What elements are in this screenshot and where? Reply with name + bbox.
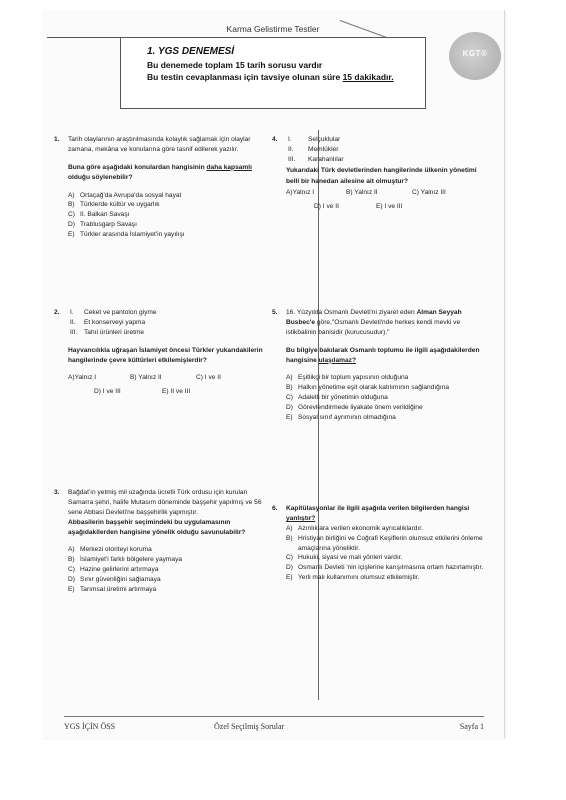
answer-option[interactable]: E) Sosyal sınıf ayrımının olmadığına xyxy=(286,414,396,422)
question-number: 3. xyxy=(54,489,60,496)
test-info-line1: Bu denemede toplam 15 tarih sorusu vardır xyxy=(147,60,323,70)
question-intro: 16. Yüzyılda Osmanlı Devleti'ni ziyaret eden Alman Seyyah Busbec'e göre,"Osmanlı Devleti'nde herkes kendi mevki ve istikbalinin banisidir (kurucusudur)." xyxy=(286,309,462,336)
question-number: 1. xyxy=(54,136,60,143)
question-number: 5. xyxy=(272,309,278,316)
roman-item: III. Tahıl ürünleri üretme xyxy=(70,328,145,336)
answer-option[interactable]: A)Yalnız I xyxy=(68,374,97,382)
question-number: 4. xyxy=(272,136,278,143)
test-info-box xyxy=(120,37,426,109)
roman-item: II. Memlükler xyxy=(288,145,339,153)
logo-text: KGT® xyxy=(462,49,488,58)
answer-option[interactable]: B) Yalnız II xyxy=(130,374,162,382)
test-title: 1. YGS DENEMESİ xyxy=(147,46,235,57)
answer-option[interactable]: D) Görevlendirmede liyakate önem verildiğine xyxy=(286,404,423,412)
answer-option[interactable]: B) Türklerde kültür ve uygarlık xyxy=(68,201,160,209)
answer-row xyxy=(286,188,486,198)
answer-option[interactable]: D) I ve III xyxy=(94,388,121,396)
answer-option[interactable]: C) Hazine gelirlerini artırmaya xyxy=(68,566,159,574)
footer-rule xyxy=(64,716,484,717)
roman-item: II. Et konserveyi yapma xyxy=(70,318,146,326)
answer-option[interactable]: A) Azınlıklara verilen ekonomik ayrıcalıklardır. xyxy=(286,524,423,532)
question-number: 6. xyxy=(272,505,278,512)
test-info-duration: 15 dakikadır. xyxy=(342,72,394,82)
question-intro: Tarih olaylarının araştırılmasında kolaylık sağlamak için olaylar zamana, mekâna ve konularına göre tasnif edilerek yazılır. xyxy=(68,136,251,153)
test-info-line2-text: Bu testin cevaplanması için tavsiye olunan süre xyxy=(147,72,343,82)
roman-item: I. Ceket ve pantolon giyme xyxy=(70,309,157,316)
answer-option[interactable]: C) Adaletli bir yönetimin olduğuna xyxy=(286,394,388,402)
answer-option[interactable]: A) Ortaçağ'da Avrupa'da sosyal hayat xyxy=(68,191,182,199)
answer-option[interactable]: D) I ve II xyxy=(314,202,339,210)
roman-item: I. Selçuklular xyxy=(288,136,341,143)
question-stem: Buna göre aşağıdaki konulardan hangisinin daha kapsamlı olduğu söylenebilir? xyxy=(68,163,252,181)
publisher-logo xyxy=(449,32,501,80)
answer-option[interactable]: C) I ve II xyxy=(196,374,221,382)
answer-option[interactable]: E) I ve III xyxy=(376,202,403,210)
question-stem: Hayvancılıkla uğraşan İslamiyet öncesi Türkler yukarıdakilerin hangilerinde çevre kültürleri etkilemişlerdir? xyxy=(68,346,263,364)
answer-option[interactable]: A) Eşitlikçi bir toplum yapısının olduğuna xyxy=(286,374,409,382)
question-stem: Yukarıdaki Türk devletlerinden hangilerinde ülkenin yönetimi belli bir hanedan ailesine ait olmuştur? xyxy=(286,166,477,186)
question-intro: Bağdat'ın yetmiş mil uzağında ücretli Türk ordusu için kurulan Samarra şehri, halife Mutasım döneminde başşehir yapılmış ve 56 sene Abbasi Devleti'ne başşehirlik yapmıştır. xyxy=(68,489,262,516)
question-4 xyxy=(272,135,486,212)
page-number: Sayfa 1 xyxy=(459,722,484,731)
answer-option[interactable]: E) II ve III xyxy=(162,388,191,396)
answer-option[interactable]: E) Tarımsal üretimi artırmaya xyxy=(68,586,157,594)
footer-left: YGS İÇİN ÖSS xyxy=(64,722,116,731)
answer-option[interactable]: C) II. Balkan Savaşı xyxy=(68,211,130,219)
question-3 xyxy=(54,488,268,595)
roman-item: III. Karahanlılar xyxy=(288,155,344,163)
answer-option[interactable]: B) İslamiyet'i farklı bölgelere yaymaya xyxy=(68,556,183,564)
answer-option[interactable]: A)Yalnız I xyxy=(286,188,315,196)
document-page xyxy=(42,10,505,738)
question-stem: Kapitülasyonlar ile ilgili aşağıda verilen bilgilerden hangisi yanlıştır? xyxy=(286,505,470,522)
question-6 xyxy=(272,504,486,583)
question-1 xyxy=(54,135,268,240)
answer-option[interactable]: B) Yalnız II xyxy=(346,188,378,196)
question-stem: Bu bilgiye bakılarak Osmanlı toplumu ile ilgili aşağıdakilerden hangisine ulaşılamaz? xyxy=(286,346,480,364)
answer-row xyxy=(68,373,268,383)
answer-option[interactable]: C) Yalnız III xyxy=(412,188,446,196)
answer-option[interactable]: B) Hristiyan birliğini ve Coğrafi Keşiflerin olumsuz etkilerini önleme amaçlarına yöneliktir. xyxy=(286,534,483,552)
question-stem: Abbasilerin başşehir seçimindeki bu uygulamasının aşağıdakilerden hangisine yönelik olduğu savunulabilir? xyxy=(68,518,246,536)
question-2 xyxy=(54,308,268,397)
answer-option[interactable]: A) Merkezi otoriteyi koruma xyxy=(68,546,152,554)
answer-option[interactable]: E) Türkler arasında İslamiyet'in yayılışı xyxy=(68,231,185,239)
footer-center: Özel Seçilmiş Sorular xyxy=(214,722,285,731)
header-title: Karma Gelistirme Testler xyxy=(226,24,320,34)
question-number: 2. xyxy=(54,309,60,316)
answer-option[interactable]: C) Hukuki, siyasi ve mali yönleri vardır. xyxy=(286,554,403,562)
answer-row xyxy=(68,387,268,397)
answer-option[interactable]: E) Yerli malı kullanımını olumsuz etkilemiştir. xyxy=(286,574,420,582)
answer-option[interactable]: D) Sınır güvenliğini sağlamaya xyxy=(68,576,161,584)
answer-row xyxy=(286,202,486,212)
answer-option[interactable]: D) Trablusgarp Savaşı xyxy=(68,221,137,229)
question-5 xyxy=(272,308,486,423)
answer-option[interactable]: D) Osmanlı Devleti 'nin içişlerine karışılmasına ortam hazırlamıştır. xyxy=(286,564,484,572)
answer-option[interactable]: B) Halkın yönetime eşit olarak katılımının sağlandığına xyxy=(286,384,450,392)
test-info-line2 xyxy=(147,72,394,82)
